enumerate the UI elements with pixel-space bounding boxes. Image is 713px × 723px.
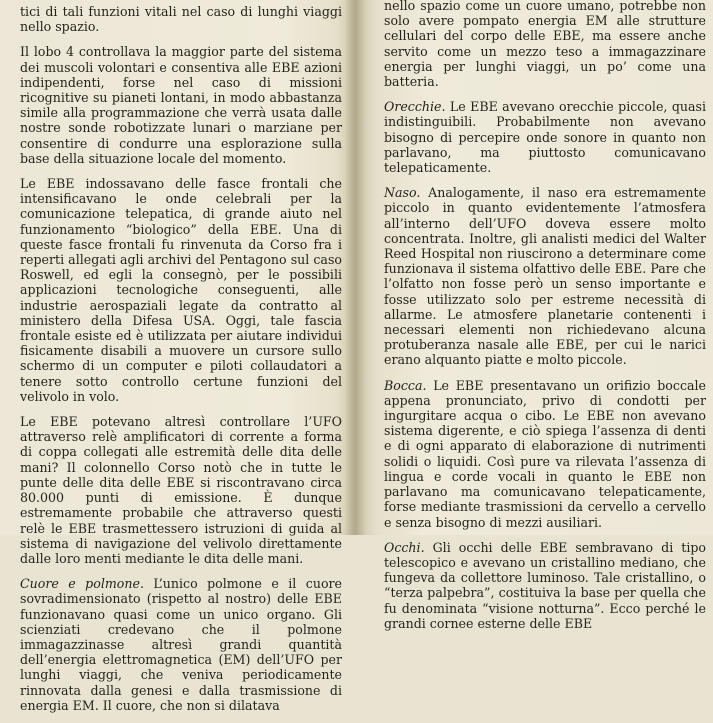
section-body-bocca: Le EBE presentavano un orifizio boccale appena pronunciato, privo di condotti per ingurgitare acqua o cibo. Le EBE non avevano sistema digerente, e ciò spiega l’assenza di denti e di ogni apparato di elaborazione di nutrimenti solidi o liquidi. Così pure va rilevata l’assenza di lingua e corde vocali in quanto le EBE non parlavano ma comunicavano telepaticamente, forse mediante trasmissioni da cervello a cervello e senza bisogno di mezzi ausiliari. xyxy=(384,377,706,530)
section-heading-bocca: Bocca. xyxy=(384,377,427,393)
section-cuore-polmone xyxy=(20,576,342,713)
paragraph-continuation: tici di tali funzioni vitali nel caso di lunghi viaggi nello spazio. xyxy=(20,4,342,35)
section-naso xyxy=(384,185,706,367)
section-heading-occhi: Occhi. xyxy=(384,539,425,555)
section-heading-cuore-polmone: Cuore e polmone. xyxy=(20,576,144,592)
section-body-naso: Analogamente, il naso era estremamente piccolo in quanto evidentemente l’atmosfera all’interno dell’UFO doveva essere molto concentrata. Inoltre, gli analisti medici del Walter Reed Hospital non riuscirono a determinare come funzionava il sistema olfattivo delle EBE. Pare che l’olfatto non fosse però un senso importante e fosse utilizzato solo per estreme necessità di allarme. Le atmosfere planetarie contenenti i necessari elementi non richiedevano alcuna protuberanza nasale alle EBE, per cui le narici erano alquanto piatte e molto piccole. xyxy=(384,185,706,368)
section-body-occhi: Gli occhi delle EBE sembravano di tipo telescopico e avevano un cristallino mediano, che fungeva da collettore luminoso. Tale cristallino, o “terza palpebra”, costituiva la base per quella che fu denominata “visione notturna”. Ecco perché le grandi cornee esterne delle EBE xyxy=(384,539,706,631)
left-page xyxy=(0,0,344,713)
section-bocca xyxy=(384,378,706,530)
paragraph-controllo-ufo: Le EBE potevano altresì controllare l’UFO attraverso relè amplificatori di corrente a forma di coppa collegati alle estremità delle dita delle mani? Il colonnello Corso notò che in tutte le punte delle dita delle EBE si riscontravano circa 80.000 punti di emissione. È dunque estremamente probabile che attraverso questi relè le EBE trasmettessero istruzioni di guida al sistema di navigazione del velivolo direttamente dalle loro menti mediante le dita delle mani. xyxy=(20,414,342,566)
left-text-column xyxy=(20,4,342,723)
section-body-orecchie: Le EBE avevano orecchie piccole, quasi indistinguibili. Probabilmente non avevano bisogno di percepire onde sonore in quanto non parlavano, ma piuttosto comunicavano telepaticamente. xyxy=(384,99,706,176)
section-heading-orecchie: Orecchie. xyxy=(384,99,446,115)
right-text-column xyxy=(384,0,706,641)
section-occhi xyxy=(384,540,706,631)
paragraph-fasce-frontali: Le EBE indossavano delle fasce frontali che intensificavano le onde celebrali per la comunicazione telepatica, di grande aiuto nel funzionamento “biologico” della EBE. Una di queste fasce frontali fu rinvenuta da Corso fra i reperti allegati agli archivi del Pentagono sul caso Roswell, ed egli la consegnò, per le possibili applicazioni tecnologiche conseguenti, alle industrie aerospaziali legate da contratto al ministero della Difesa USA. Oggi, tale fascia frontale esiste ed è utilizzata per aiutare individui fisicamente disabili a muovere un cursore sullo schermo di un computer e piloti collaudatori a tenere sotto controllo certune funzioni del velivolo in volo. xyxy=(20,176,342,404)
book-gutter xyxy=(344,0,366,535)
right-page xyxy=(366,0,713,631)
section-orecchie xyxy=(384,99,706,175)
section-body-cuore-polmone: L’unico polmone e il cuore sovradimensionato (rispetto al nostro) delle EBE funzionavano quasi come un unico organo. Gli scienziati credevano che il polmone immagazzinasse altresì grandi quantità dell’energia elettromagnetica (EM) dell’UFO per lunghi viaggi, che veniva periodicamente rinnovata dalla genesi e dalla trasmissione di energia EM. Il cuore, che non si dilatava xyxy=(20,576,342,713)
paragraph-lobo-4: Il lobo 4 controllava la maggior parte del sistema dei muscoli volontari e consentiva alle EBE azioni indipendenti, forse nel caso di missioni ricognitive su pianeti lontani, in modo abbastanza simile alla programmazione che verrà usata dalle nostre sonde robotizzate lunari o marziane per consentire di condurre una esplorazione sulla base della situazione locale del momento. xyxy=(20,44,342,166)
paragraph-continuation-cuore: nello spazio come un cuore umano, potrebbe non solo avere pompato energia EM alle strutture cellulari del corpo delle EBE, ma essere anche servito come un mezzo teso a immagazzinare energia per lunghi viaggi, un po’ come una batteria. xyxy=(384,0,706,90)
section-heading-naso: Naso. xyxy=(384,185,421,201)
